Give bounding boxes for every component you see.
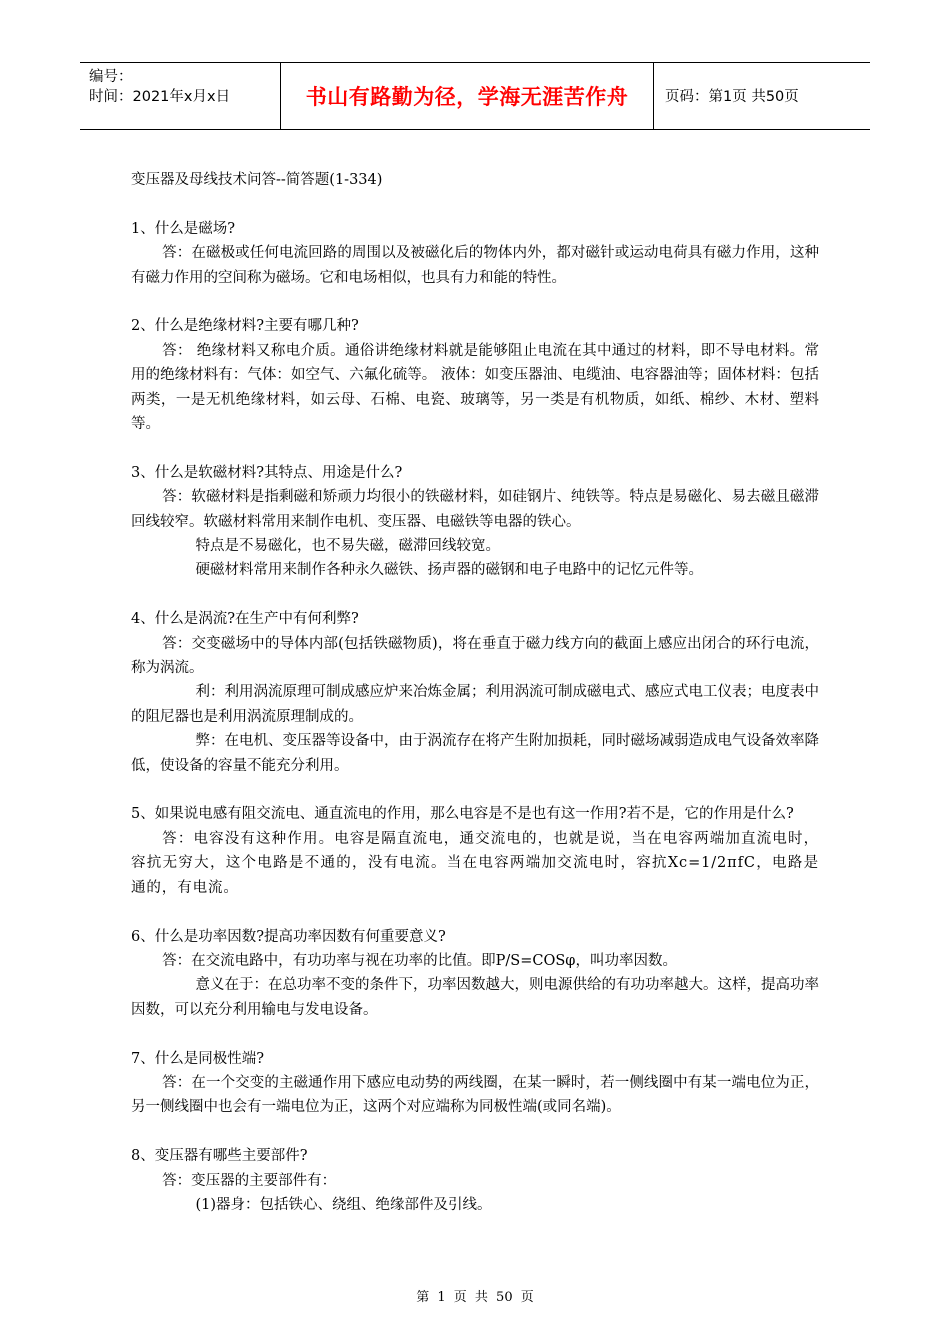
time-label: 时间：2021年x月x日: [89, 89, 231, 105]
answer-8: 答：变压器的主要部件有：: [162, 1172, 337, 1189]
document-title: 变压器及母线技术问答--简答题(1-334): [131, 172, 383, 188]
answer-3: 答：软磁材料是指剩磁和矫顽力均很小的铁磁材料，如硅钢片、纯铁等。特点是易磁化、易去磁且磁滞回线较窄。软磁材料常用来制作电机、变压器、电磁铁等电器的铁心。: [131, 489, 819, 530]
answer-8-item-1: (1)器身：包括铁心、绕组、绝缘部件及引线。: [195, 1196, 492, 1213]
answer-6: 答：在交流电路中，有功功率与视在功率的比值。即P/S=COSφ，叫功率因数。: [162, 952, 677, 969]
page-header: [80, 62, 870, 130]
motto-text: 书山有路勤为径，学海无涯苦作舟: [305, 85, 629, 109]
answer-5: 答：电容没有这种作用。电容是隔直流电，通交流电的，也就是说，当在电容两端加直流电时，容抗无穷大，这个电路是不通的，没有电流。当在电容两端加交流电时，容抗Xc=1/2πfC，电路是通的，有电流。: [131, 830, 819, 896]
answer-2: 答： 绝缘材料又称电介质。通俗讲绝缘材料就是能够阻止电流在其中通过的材料，即不导电材料。常用的绝缘材料有：气体：如空气、六氟化硫等。 液体：如变压器油、电缆油、电容器油等；固体材料：包括两类，一是无机绝缘材料，如云母、石棉、电瓷、玻璃等，另一类是有机物质，如纸、棉纱、木材、塑料等。: [131, 342, 819, 433]
question-4: 4、什么是涡流?在生产中有何利弊?: [131, 611, 359, 628]
answer-3-feature: 特点是不易磁化，也不易失磁，磁滞回线较宽。: [195, 538, 501, 555]
answer-3-hard: 硬磁材料常用来制作各种永久磁铁、扬声器的磁钢和电子电路中的记忆元件等。: [195, 562, 704, 579]
answer-4-pro: 利：利用涡流原理可制成感应炉来冶炼金属；利用涡流可制成磁电式、感应式电工仪表；电度表中的阻尼器也是利用涡流原理制成的。: [131, 684, 820, 725]
question-5: 5、如果说电感有阻交流电、通直流电的作用，那么电容是不是也有这一作用?若不是，它的作用是什么?: [131, 806, 794, 823]
header-meta: [80, 63, 281, 129]
question-1: 1、什么是磁场?: [131, 220, 235, 237]
question-2: 2、什么是绝缘材料?主要有哪几种?: [131, 318, 359, 335]
question-7: 7、什么是同极性端?: [131, 1050, 264, 1067]
answer-1: 答：在磁极或任何电流回路的周围以及被磁化后的物体内外，都对磁针或运动电荷具有磁力作用，这种有磁力作用的空间称为磁场。它和电场相似，也具有力和能的特性。: [131, 245, 819, 286]
question-8: 8、变压器有哪些主要部件?: [131, 1148, 308, 1165]
page-footer: 第 1 页 共 50 页: [416, 1290, 534, 1305]
question-6: 6、什么是功率因数?提高功率因数有何重要意义?: [131, 928, 446, 945]
serial-label: 编号：: [89, 69, 133, 85]
page-info: 页码：第1页 共50页: [665, 89, 799, 105]
question-3: 3、什么是软磁材料?其特点、用途是什么?: [131, 464, 403, 481]
header-motto-cell: [281, 63, 654, 129]
document-body: [131, 168, 819, 1217]
answer-4-con: 弊：在电机、变压器等设备中，由于涡流存在将产生附加损耗，同时磁场减弱造成电气设备效率降低，使设备的容量不能充分利用。: [131, 733, 820, 774]
answer-7: 答：在一个交变的主磁通作用下感应电动势的两线圈，在某一瞬时，若一侧线圈中有某一端电位为正，另一侧线圈中也会有一端电位为正，这两个对应端称为同极性端(或同名端)。: [131, 1074, 819, 1116]
answer-4: 答：交变磁场中的导体内部(包括铁磁物质)，将在垂直于磁力线方向的截面上感应出闭合的环行电流，称为涡流。: [131, 635, 819, 677]
answer-6-meaning: 意义在于：在总功率不变的条件下，功率因数越大，则电源供给的有功功率越大。这样，提高功率因数，可以充分利用输电与发电设备。: [131, 977, 820, 1018]
